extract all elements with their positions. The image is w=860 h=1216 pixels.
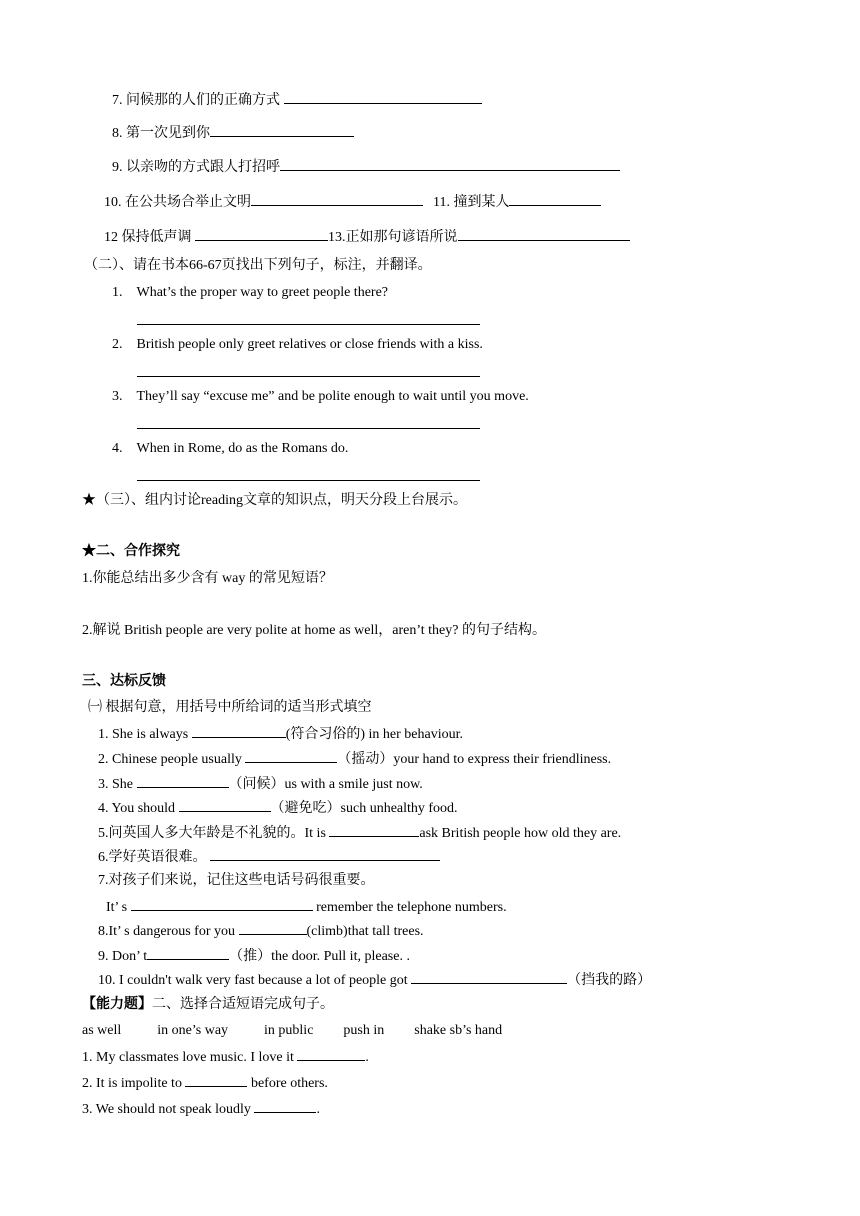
exercise-10	[98, 969, 651, 989]
phrase-option: as well	[82, 1023, 122, 1038]
sentence-text: What’s the proper way to greet people there?	[136, 285, 389, 300]
answer-blank[interactable]	[147, 945, 229, 960]
exercise-text: （避免吃）such unhealthy food.	[270, 801, 458, 816]
exercise-text: （问候）us with a smile just now.	[228, 777, 423, 792]
exercise-4	[98, 797, 458, 817]
phrase-option: in public	[264, 1023, 314, 1038]
exercise-text: 3. She	[98, 777, 137, 792]
exercise-text: 1. My classmates love music. I love it	[82, 1050, 298, 1065]
phrase-options	[82, 1021, 532, 1041]
answer-blank[interactable]	[329, 822, 419, 837]
answer-blank[interactable]	[131, 896, 313, 911]
exercise-6	[98, 846, 440, 866]
answer-blank[interactable]	[280, 156, 620, 171]
exercise-text: 7.对孩子们来说，记住这些电话号码很重要。	[98, 873, 375, 888]
exercise-text: remember the telephone numbers.	[312, 900, 507, 915]
exercise-1	[98, 723, 463, 743]
ability-heading	[82, 995, 334, 1015]
answer-blank[interactable]	[284, 89, 482, 104]
sentence-2	[112, 335, 483, 355]
ability-title: 二、选择合适短语完成句子。	[152, 997, 334, 1012]
answer-blank[interactable]	[411, 969, 567, 984]
cooperation-question-1: 1.你能总结出多少含有 way 的常见短语？	[82, 571, 333, 586]
exercise-text: （挡我的路）	[567, 973, 652, 988]
exercise-text: 3. We should not speak loudly	[82, 1102, 255, 1117]
answer-blank[interactable]	[509, 191, 601, 206]
vocab-item-10-11	[104, 191, 601, 211]
answer-blank[interactable]	[195, 226, 328, 241]
phrase-option: in one’s way	[157, 1023, 229, 1038]
sentence-1	[112, 283, 388, 303]
vocab-item-8	[112, 122, 354, 142]
exercise-5	[98, 822, 621, 842]
feedback-subheading: ㈠ 根据句意，用括号中所给词的适当形式填空	[88, 700, 372, 715]
sentence-text: British people only greet relatives or close friends with a kiss.	[136, 337, 483, 352]
sentence-text: They’ll say “excuse me” and be polite enough to wait until you move.	[136, 389, 529, 404]
feedback-heading: 三、达标反馈	[82, 674, 166, 689]
vocab-text: 13.正如那句谚语所说	[328, 230, 458, 245]
answer-blank[interactable]	[245, 748, 337, 763]
section-2-heading: （二）、请在书本66-67页找出下列句子，标注，并翻译。	[84, 258, 432, 273]
answer-blank[interactable]	[210, 122, 354, 137]
answer-blank[interactable]	[254, 1098, 316, 1113]
exercise-text: It’ s	[106, 900, 131, 915]
exercise-text: 5.问英国人多大年龄是不礼貌的。It is	[98, 826, 330, 841]
sentence-number: 2.	[112, 337, 123, 352]
vocab-text: 12 保持低声调	[104, 230, 195, 245]
exercise-text: 1. She is always	[98, 727, 192, 742]
ability-item-3	[82, 1098, 320, 1118]
translation-line[interactable]	[137, 310, 480, 325]
sentence-number: 1.	[112, 285, 123, 300]
exercise-3	[98, 773, 423, 793]
exercise-7-sentence	[106, 896, 507, 916]
answer-blank[interactable]	[251, 191, 423, 206]
sentence-text: When in Rome, do as the Romans do.	[136, 441, 349, 456]
answer-blank[interactable]	[179, 797, 271, 812]
exercise-text: (符合习俗的) in her behaviour.	[285, 727, 464, 742]
vocab-item-7	[112, 89, 482, 109]
answer-blank[interactable]	[239, 920, 307, 935]
exercise-text: 8.It’ s dangerous for you	[98, 924, 239, 939]
exercise-text: before others.	[247, 1076, 328, 1091]
ability-bracket: 【能力题】	[82, 997, 152, 1012]
exercise-7	[98, 871, 375, 891]
answer-blank[interactable]	[137, 773, 229, 788]
sentence-3	[112, 387, 529, 407]
sentence-4	[112, 439, 348, 459]
vocab-text: 10. 在公共场合举止文明	[104, 195, 251, 210]
section-3-text: ★（三）、组内讨论reading文章的知识点，明天分段上台展示。	[82, 493, 467, 508]
ability-item-1	[82, 1046, 369, 1066]
exercise-text: (climb)that tall trees.	[306, 924, 424, 939]
exercise-text: 2. It is impolite to	[82, 1076, 186, 1091]
exercise-8	[98, 920, 424, 940]
vocab-text: 11. 撞到某人	[433, 195, 510, 210]
exercise-text: 2. Chinese people usually	[98, 752, 246, 767]
exercise-text: ask British people how old they are.	[419, 826, 622, 841]
sentence-number: 4.	[112, 441, 123, 456]
vocab-text: 9. 以亲吻的方式跟人打招呼	[112, 160, 280, 175]
answer-blank[interactable]	[185, 1072, 247, 1087]
exercise-text: 6.学好英语很难。	[98, 850, 210, 865]
translation-line[interactable]	[137, 466, 480, 481]
answer-blank[interactable]	[210, 846, 440, 861]
exercise-text: 9. Don’ t	[98, 949, 148, 964]
exercise-text: 10. I couldn't walk very fast because a lot of people got	[98, 973, 412, 988]
phrase-option: push in	[343, 1023, 385, 1038]
answer-blank[interactable]	[458, 226, 630, 241]
cooperation-question-2: 2.解说 British people are very polite at home as well，aren’t they? 的句子结构。	[82, 623, 546, 638]
exercise-text: （推）the door. Pull it, please. .	[229, 949, 410, 964]
exercise-text: 4. You should	[98, 801, 179, 816]
sentence-number: 3.	[112, 389, 123, 404]
exercise-text: （摇动）your hand to express their friendliness.	[337, 752, 612, 767]
ability-item-2	[82, 1072, 328, 1092]
translation-line[interactable]	[137, 362, 480, 377]
exercise-text: .	[316, 1102, 320, 1117]
vocab-text: 8. 第一次见到你	[112, 126, 210, 141]
vocab-text: 7. 问候那的人们的正确方式	[112, 93, 284, 108]
vocab-item-9	[112, 156, 620, 176]
exercise-2	[98, 748, 611, 768]
answer-blank[interactable]	[297, 1046, 365, 1061]
exercise-text: .	[365, 1050, 369, 1065]
exercise-9	[98, 945, 410, 965]
answer-blank[interactable]	[192, 723, 286, 738]
vocab-item-12-13	[104, 226, 630, 246]
cooperation-heading: ★二、合作探究	[82, 544, 180, 559]
translation-line[interactable]	[137, 414, 480, 429]
phrase-option: shake sb’s hand	[414, 1023, 503, 1038]
